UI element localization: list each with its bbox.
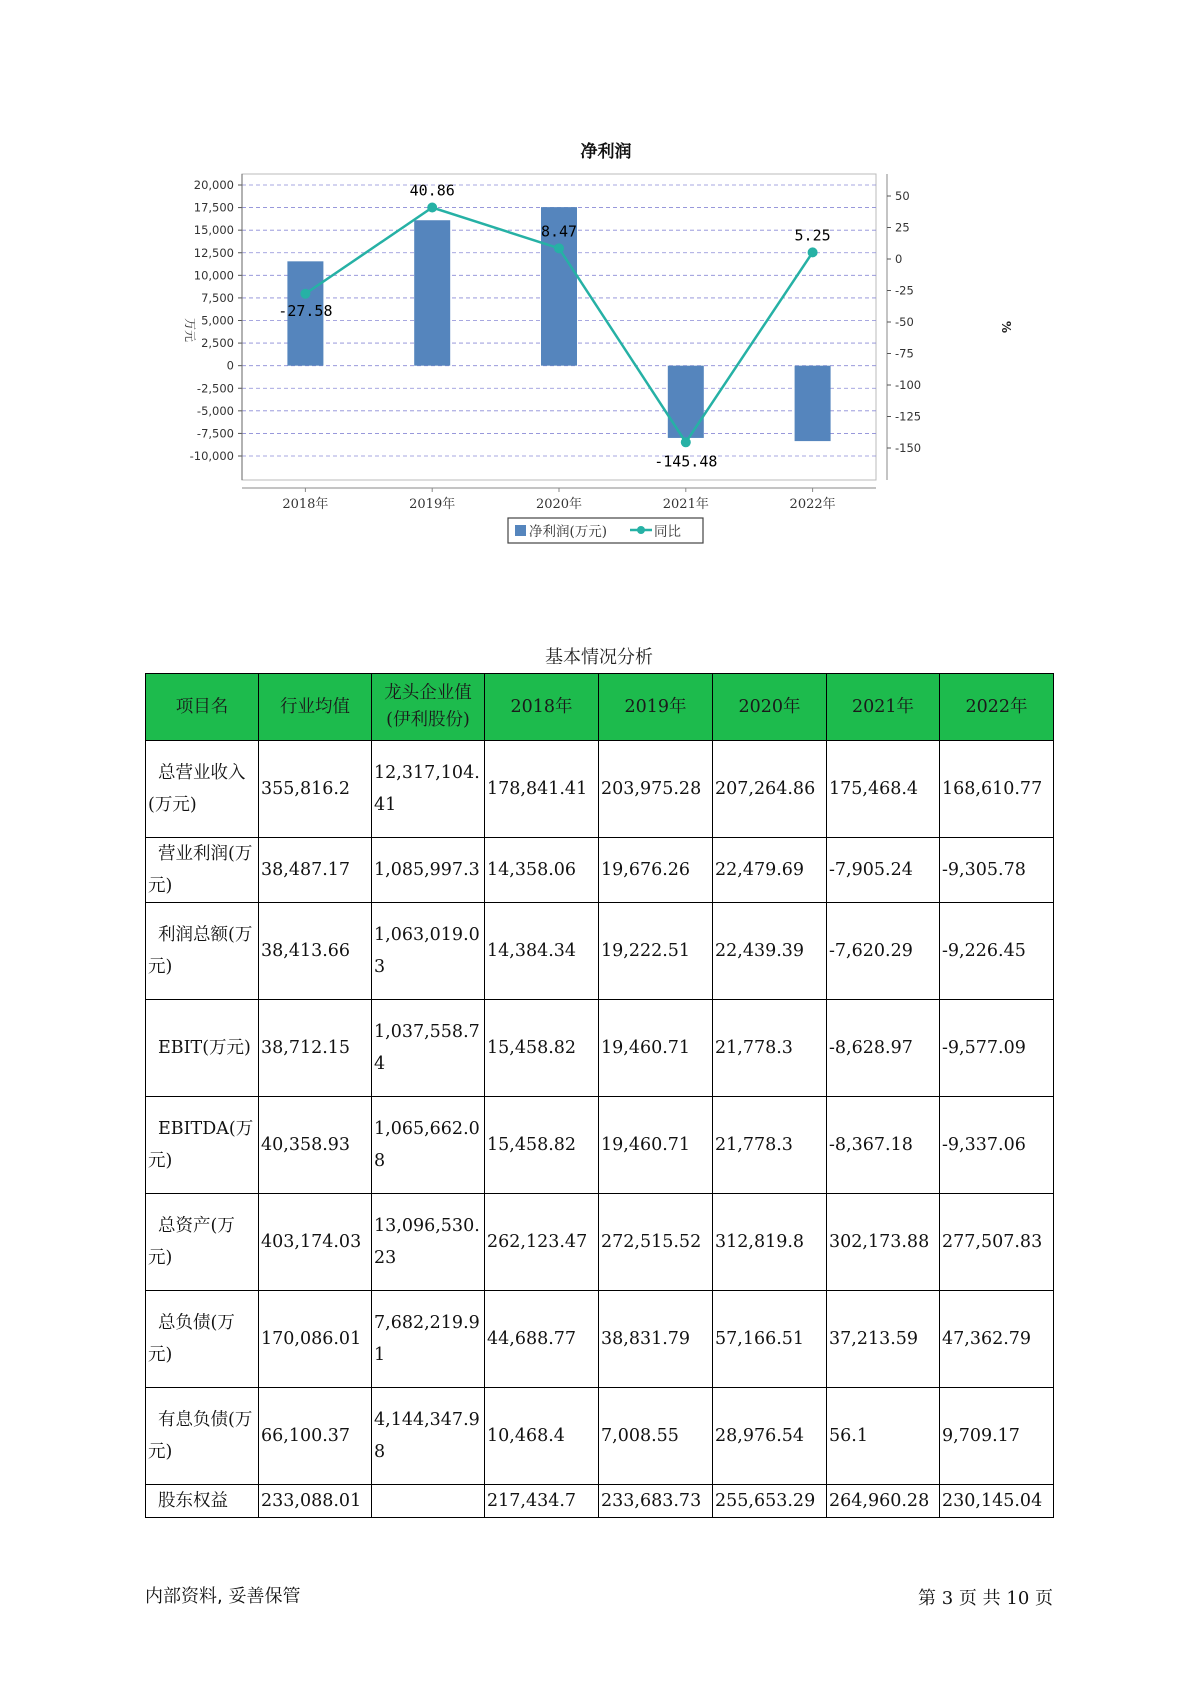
- table-cell: 38,487.17: [259, 838, 372, 903]
- basic-analysis-table: [145, 673, 1054, 1518]
- y-tick-label: 10,000: [193, 268, 234, 283]
- y2-tick-label: 50: [895, 189, 910, 203]
- y2-tick-label: -150: [895, 441, 922, 455]
- chart-title: 净利润: [580, 142, 632, 162]
- table-cell: 207,264.86: [713, 741, 827, 838]
- table-cell: -7,905.24: [827, 838, 940, 903]
- header-item-name: 项目名: [146, 674, 259, 741]
- chart-svg: [170, 130, 1020, 600]
- table-cell: 168,610.77: [940, 741, 1054, 838]
- table-cell: 1,037,558.74: [372, 1000, 485, 1097]
- table-cell: 44,688.77: [485, 1291, 599, 1388]
- x-tick-label: 2021年: [662, 497, 709, 512]
- table-cell: 38,712.15: [259, 1000, 372, 1097]
- row-item-name: 有息负债(万元): [146, 1388, 259, 1485]
- row-item-name: 营业利润(万元): [146, 838, 259, 903]
- y-tick-label: 12,500: [193, 245, 234, 260]
- table-cell: -9,226.45: [940, 903, 1054, 1000]
- legend-line-label: 同比: [654, 524, 681, 540]
- yoy-data-label: 5.25: [794, 226, 831, 245]
- net-profit-bar: [795, 366, 831, 441]
- table-cell: 13,096,530.23: [372, 1194, 485, 1291]
- header-leader-value: 龙头企业值(伊利股份): [372, 674, 485, 741]
- table-cell: 10,468.4: [485, 1388, 599, 1485]
- y2-tick-label: 0: [895, 252, 903, 266]
- y-tick-label: 2,500: [201, 336, 234, 351]
- y-tick-label: -2,500: [196, 381, 234, 396]
- table-cell: -9,577.09: [940, 1000, 1054, 1097]
- table-header-row: [146, 674, 1054, 741]
- table-cell: 170,086.01: [259, 1291, 372, 1388]
- header-industry-avg: 行业均值: [259, 674, 372, 741]
- yoy-data-label: -27.58: [278, 301, 333, 320]
- row-item-name: 总营业收入(万元): [146, 741, 259, 838]
- yoy-data-label: 40.86: [409, 181, 455, 200]
- yoy-point: [554, 243, 564, 253]
- y-tick-label: 15,000: [193, 223, 234, 238]
- x-tick-label: 2019年: [409, 497, 456, 512]
- table-cell: -8,367.18: [827, 1097, 940, 1194]
- table-title: 基本情况分析: [545, 647, 653, 668]
- yoy-data-label: -145.48: [654, 452, 718, 471]
- y-tick-label: -10,000: [189, 449, 234, 463]
- table-cell: -7,620.29: [827, 903, 940, 1000]
- y2-tick-label: -50: [895, 315, 914, 329]
- table-cell: 22,439.39: [713, 903, 827, 1000]
- legend: [508, 518, 703, 543]
- table-cell: 66,100.37: [259, 1388, 372, 1485]
- table-cell: 312,819.8: [713, 1194, 827, 1291]
- table-cell: 230,145.04: [940, 1485, 1054, 1518]
- table-cell: 233,088.01: [259, 1485, 372, 1518]
- table-cell: 264,960.28: [827, 1485, 940, 1518]
- net-profit-chart: [170, 130, 1020, 600]
- header-2019: 2019年: [599, 674, 713, 741]
- table-cell: -8,628.97: [827, 1000, 940, 1097]
- table-cell: 37,213.59: [827, 1291, 940, 1388]
- table-cell: 14,384.34: [485, 903, 599, 1000]
- footer-page-number: 第 3 页 共 10 页: [918, 1588, 1053, 1609]
- table-cell: 233,683.73: [599, 1485, 713, 1518]
- table-cell: 15,458.82: [485, 1097, 599, 1194]
- row-item-name: EBIT(万元): [146, 1000, 259, 1097]
- header-2018: 2018年: [485, 674, 599, 741]
- header-2022: 2022年: [940, 674, 1054, 741]
- table-row: [146, 1485, 1054, 1518]
- legend-bar-label: 净利润(万元): [529, 524, 608, 540]
- table-cell: 217,434.7: [485, 1485, 599, 1518]
- legend-line-marker: [637, 526, 645, 534]
- y2-tick-label: -125: [895, 409, 922, 424]
- table-cell: 21,778.3: [713, 1097, 827, 1194]
- table-cell: 262,123.47: [485, 1194, 599, 1291]
- table-cell: 178,841.41: [485, 741, 599, 838]
- table-cell: 302,173.88: [827, 1194, 940, 1291]
- table-row: [146, 1000, 1054, 1097]
- row-item-name: 总负债(万元): [146, 1291, 259, 1388]
- table-cell: [372, 1485, 485, 1518]
- table-cell: 22,479.69: [713, 838, 827, 903]
- x-tick-label: 2022年: [789, 497, 836, 512]
- table-cell: 203,975.28: [599, 741, 713, 838]
- net-profit-bar: [414, 220, 450, 365]
- y-axis-label: 万元: [183, 317, 197, 343]
- y2-tick-label: 25: [895, 220, 910, 235]
- row-item-name: EBITDA(万元): [146, 1097, 259, 1194]
- y2-axis-label: %: [999, 320, 1013, 334]
- table-cell: 277,507.83: [940, 1194, 1054, 1291]
- table-cell: 12,317,104.41: [372, 741, 485, 838]
- table-cell: 272,515.52: [599, 1194, 713, 1291]
- table-row: [146, 1097, 1054, 1194]
- table-cell: 21,778.3: [713, 1000, 827, 1097]
- yoy-point: [681, 437, 691, 447]
- table-cell: 56.1: [827, 1388, 940, 1485]
- y-tick-label: 5,000: [201, 313, 234, 328]
- table-cell: 4,144,347.98: [372, 1388, 485, 1485]
- x-tick-label: 2020年: [535, 497, 583, 512]
- table-row: [146, 1194, 1054, 1291]
- header-2020: 2020年: [713, 674, 827, 741]
- y-tick-label: 20,000: [193, 178, 234, 192]
- table-cell: 403,174.03: [259, 1194, 372, 1291]
- footer-confidential-note: 内部资料, 妥善保管: [145, 1586, 301, 1607]
- header-2021: 2021年: [827, 674, 940, 741]
- table-cell: 355,816.2: [259, 741, 372, 838]
- y2-tick-label: -75: [895, 346, 914, 361]
- y-tick-label: -7,500: [196, 426, 234, 441]
- table-row: [146, 903, 1054, 1000]
- table-cell: -9,337.06: [940, 1097, 1054, 1194]
- y-tick-label: 0: [226, 358, 234, 373]
- table-cell: 15,458.82: [485, 1000, 599, 1097]
- row-item-name: 利润总额(万元): [146, 903, 259, 1000]
- table-cell: 9,709.17: [940, 1388, 1054, 1485]
- table-row: [146, 741, 1054, 838]
- table-cell: 47,362.79: [940, 1291, 1054, 1388]
- table-cell: -9,305.78: [940, 838, 1054, 903]
- table-row: [146, 1388, 1054, 1485]
- row-item-name: 总资产(万元): [146, 1194, 259, 1291]
- y-tick-label: 7,500: [201, 290, 234, 305]
- x-tick-label: 2018年: [282, 497, 329, 512]
- table-cell: 1,063,019.03: [372, 903, 485, 1000]
- bar-series: [287, 207, 830, 441]
- legend-bar-swatch: [515, 525, 526, 536]
- table-cell: 175,468.4: [827, 741, 940, 838]
- table-cell: 38,831.79: [599, 1291, 713, 1388]
- table-cell: 57,166.51: [713, 1291, 827, 1388]
- table-cell: 1,085,997.3: [372, 838, 485, 903]
- table-cell: 14,358.06: [485, 838, 599, 903]
- yoy-point: [808, 247, 818, 257]
- table-cell: 19,676.26: [599, 838, 713, 903]
- y2-tick-label: -25: [895, 283, 914, 298]
- y-tick-label: -5,000: [196, 403, 234, 418]
- yoy-data-label: 8.47: [540, 222, 578, 241]
- table-cell: 38,413.66: [259, 903, 372, 1000]
- table-cell: 28,976.54: [713, 1388, 827, 1485]
- table-cell: 19,222.51: [599, 903, 713, 1000]
- table-row: [146, 838, 1054, 903]
- net-profit-bar: [668, 366, 704, 438]
- y-tick-label: 17,500: [193, 200, 234, 215]
- yoy-point: [300, 289, 310, 299]
- y2-tick-label: -100: [895, 378, 922, 392]
- yoy-point: [427, 203, 437, 213]
- table-cell: 7,008.55: [599, 1388, 713, 1485]
- table-row: [146, 1291, 1054, 1388]
- table-cell: 19,460.71: [599, 1097, 713, 1194]
- table-cell: 7,682,219.91: [372, 1291, 485, 1388]
- row-item-name: 股东权益: [146, 1485, 259, 1518]
- table-cell: 1,065,662.08: [372, 1097, 485, 1194]
- table-cell: 255,653.29: [713, 1485, 827, 1518]
- table-cell: 40,358.93: [259, 1097, 372, 1194]
- table-cell: 19,460.71: [599, 1000, 713, 1097]
